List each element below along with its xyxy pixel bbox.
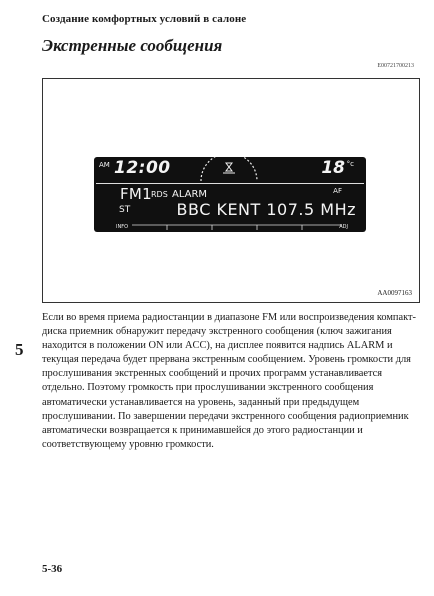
page-title: Экстренные сообщения <box>42 36 223 55</box>
am-indicator: AM <box>99 161 110 169</box>
adj-label: ADJ <box>339 224 348 230</box>
document-code: E00721700213 <box>377 63 414 69</box>
rds-indicator: RDS <box>151 190 168 199</box>
page-number: 5-36 <box>42 563 63 575</box>
radio-display-illustration <box>94 157 366 232</box>
alarm-indicator: ALARM <box>172 189 208 200</box>
info-label: INFO <box>116 224 129 230</box>
band-indicator: FM1 <box>120 185 153 203</box>
stereo-indicator: ST <box>119 205 131 215</box>
clock-readout: 12:00 <box>114 158 171 178</box>
temperature-readout: 18 <box>321 158 345 178</box>
body-paragraph: Если во время приема радиостанции в диапазоне FM или воспроизведения компакт-диска приемник обнаружит передачу экстренного сообщения (ключ зажигания находится в положении ON или ACC), на дисплее появится надпись ALARM и текущая передача будет прервана экстренным сообщением. Уровень громкости для прослушивания экстренных сообщений и прочих программ устанавливается отдельно. Поэтому громкость при прослушивании экстренного сообщения автоматически устанавливается на уровень, заданный при предыдущем прослушивании. По завершении передачи экстренного сообщения радиоприемник автоматически возвращается к принимавшейся до этого радиостанции и соответствующему уровню громкости. <box>42 312 417 450</box>
figure-box <box>42 78 420 303</box>
chapter-marker: 5 <box>15 340 24 359</box>
station-readout: BBC KENT 107.5 MHz <box>176 200 356 219</box>
figure-reference: AA0097163 <box>377 289 412 297</box>
af-indicator: AF <box>333 187 342 195</box>
temperature-unit: °c <box>346 160 354 168</box>
display-scale <box>112 224 354 232</box>
display-divider <box>96 183 364 184</box>
dial-graphic <box>197 157 261 183</box>
section-header: Создание комфортных условий в салоне <box>42 13 247 25</box>
